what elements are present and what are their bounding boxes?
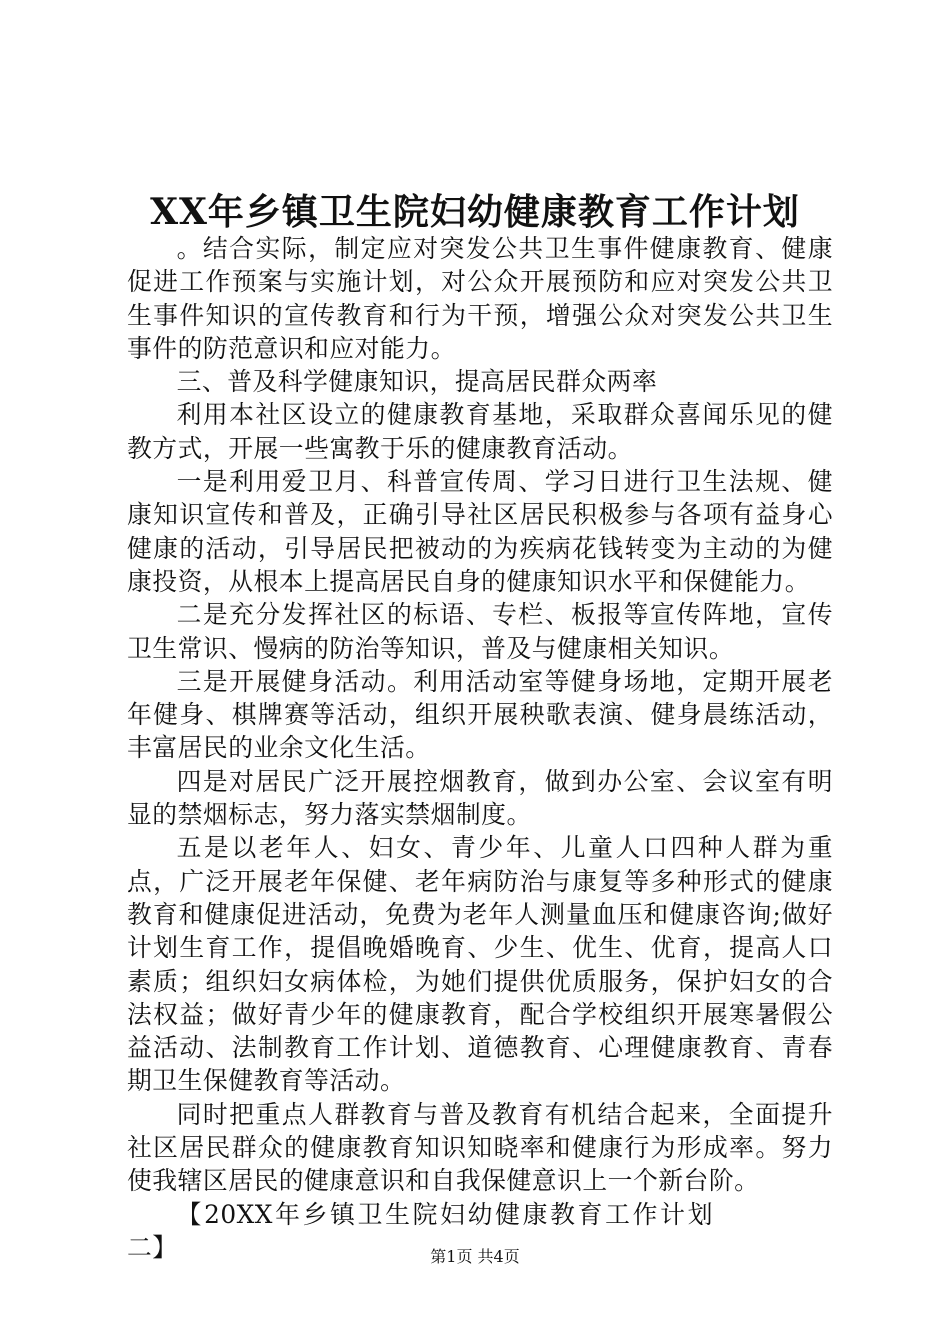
paragraph-7: 五是以老年人、妇女、青少年、儿童人口四种人群为重点，广泛开展老年保健、老年病防治与康复等多种形式的健康教育和健康促进活动，免费为老年人测量血压和健康咨询;做好计划生育工作，提倡晚婚晚育、少生、优生、优育，提高人口素质；组织妇女病体检，为她们提供优质服务，保护妇女的合法权益；做好青少年的健康教育，配合学校组织开展寒暑假公益活动、法制教育工作计划、道德教育、心理健康教育、青春期卫生保健教育等活动。 — [127, 833, 833, 1096]
paragraph-3: 一是利用爱卫月、科普宣传周、学习日进行卫生法规、健康知识宣传和普及，正确引导社区居民积极参与各项有益身心健康的活动，引导居民把被动的为疾病花钱转变为主动的为健康投资，从根本上提高居民自身的健康知识水平和保健能力。 — [127, 467, 833, 596]
paragraph-8: 同时把重点人群教育与普及教育有机结合起来，全面提升社区居民群众的健康教育知识知晓率和健康行为形成率。努力使我辖区居民的健康意识和自我保健意识上一个新台阶。 — [127, 1099, 833, 1196]
section-heading: 三、普及科学健康知识，提高居民群众两率 — [176, 367, 658, 397]
document-title: XX年乡镇卫生院妇幼健康教育工作计划 — [150, 191, 800, 233]
paragraph-1: 。结合实际，制定应对突发公共卫生事件健康教育、健康促进工作预案与实施计划，对公众开展预防和应对突发公共卫生事件知识的宣传教育和行为干预，增强公众对突发公共卫生事件的防范意识和应对能力。 — [127, 234, 833, 363]
paragraph-2: 利用本社区设立的健康教育基地，采取群众喜闻乐见的健教方式，开展一些寓教于乐的健康教育活动。 — [127, 400, 833, 463]
page-footer: 第1页 共4页 — [430, 1247, 520, 1266]
next-section-heading: 【20XX年乡镇卫生院妇幼健康教育工作计划二】 — [127, 1199, 713, 1262]
paragraph-5: 三是开展健身活动。利用活动室等健身场地，定期开展老年健身、棋牌赛等活动，组织开展秧歌表演、健身晨练活动，丰富居民的业余文化生活。 — [127, 666, 833, 763]
paragraph-4: 二是充分发挥社区的标语、专栏、板报等宣传阵地，宣传卫生常识、慢病的防治等知识，普及与健康相关知识。 — [127, 600, 833, 663]
paragraph-6: 四是对居民广泛开展控烟教育，做到办公室、会议室有明显的禁烟标志，努力落实禁烟制度。 — [127, 766, 833, 830]
document-body — [127, 232, 833, 1264]
